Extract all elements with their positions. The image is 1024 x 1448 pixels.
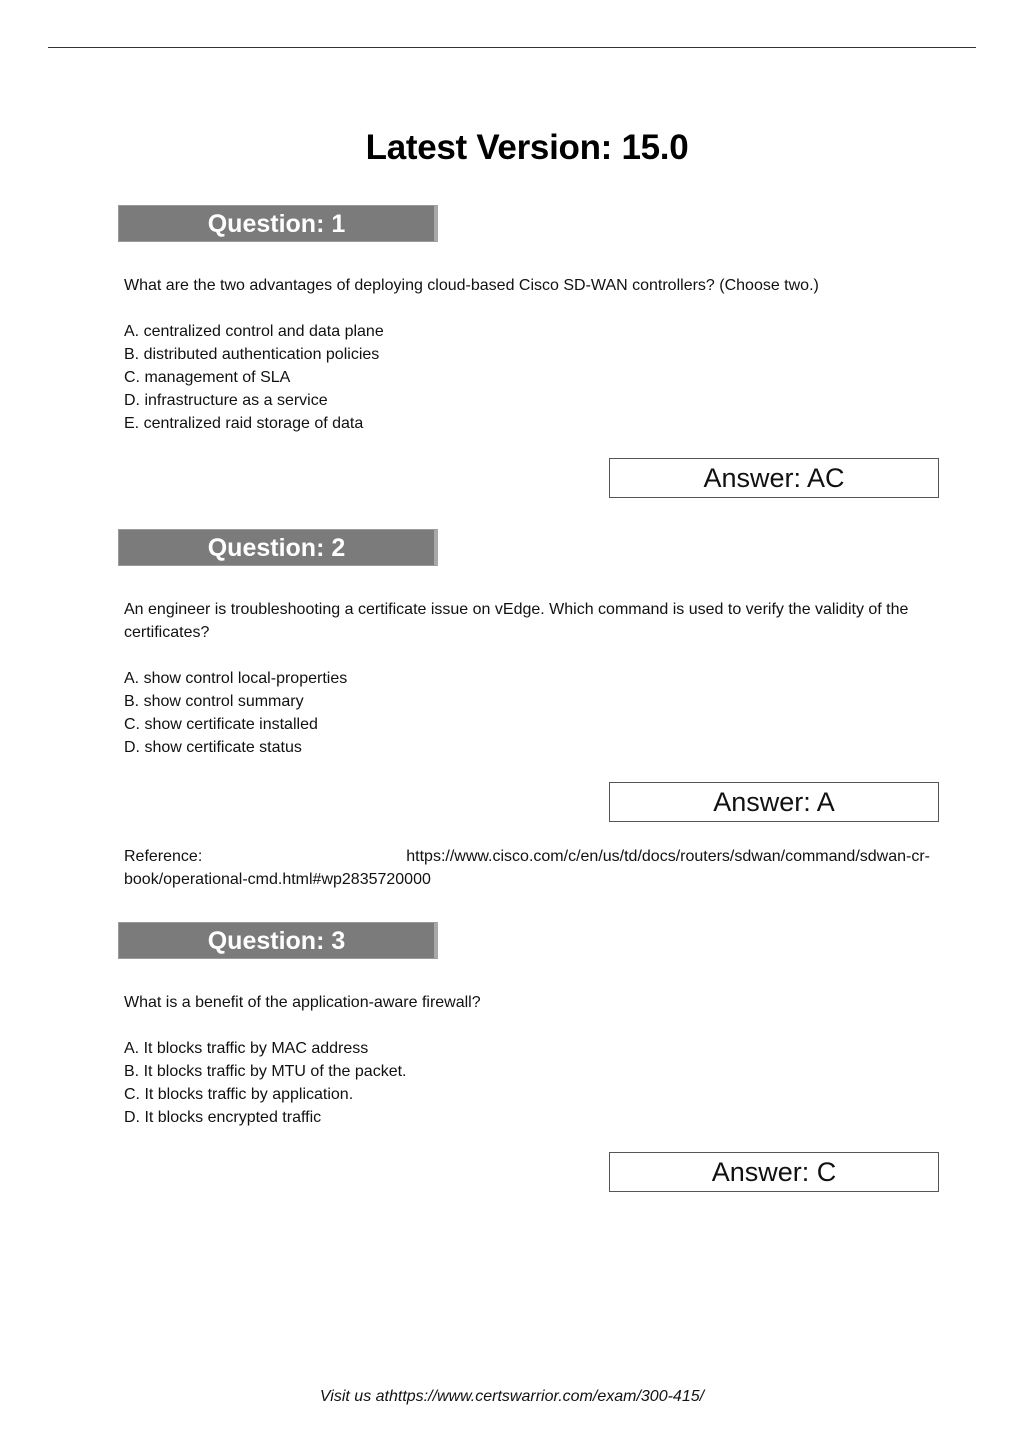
option-b: B. distributed authentication policies: [124, 346, 380, 363]
question-2-options: [124, 667, 347, 759]
reference-link-line1[interactable]: https://www.cisco.com/c/en/us/td/docs/routers/sdwan/command/sdwan-cr-: [406, 848, 930, 865]
option-d: D. It blocks encrypted traffic: [124, 1109, 322, 1126]
option-d: D. infrastructure as a service: [124, 392, 328, 409]
option-c: C. management of SLA: [124, 369, 291, 386]
question-2-header: Question: 2: [118, 529, 438, 566]
option-e: E. centralized raid storage of data: [124, 415, 364, 432]
option-a: A. show control local-properties: [124, 670, 348, 687]
option-a: A. centralized control and data plane: [124, 323, 384, 340]
question-3-answer: Answer: C: [609, 1152, 939, 1192]
option-c: C. It blocks traffic by application.: [124, 1086, 354, 1103]
question-1-text: What are the two advantages of deploying cloud-based Cisco SD-WAN controllers? (Choose two.): [124, 277, 819, 294]
option-c: C. show certificate installed: [124, 716, 318, 733]
top-divider: [48, 47, 976, 48]
reference-link-line2[interactable]: book/operational-cmd.html#wp2835720000: [124, 871, 431, 888]
option-a: A. It blocks traffic by MAC address: [124, 1040, 369, 1057]
question-3-options: [124, 1037, 406, 1129]
page-title: Latest Version: 15.0: [365, 128, 689, 167]
question-1-header: Question: 1: [118, 205, 438, 242]
question-2-answer: Answer: A: [609, 782, 939, 822]
footer-visit-link[interactable]: Visit us athttps://www.certswarrior.com/exam/300-415/: [319, 1388, 705, 1405]
question-2-reference: [124, 845, 930, 891]
option-b: B. show control summary: [124, 693, 304, 710]
question-3-header: Question: 3: [118, 922, 438, 959]
question-2-text: An engineer is troubleshooting a certificate issue on vEdge. Which command is used to verify the validity of the certificates?: [124, 601, 909, 641]
reference-label: Reference:: [124, 848, 203, 865]
option-b: B. It blocks traffic by MTU of the packet.: [124, 1063, 407, 1080]
question-1-answer: Answer: AC: [609, 458, 939, 498]
question-3-text: What is a benefit of the application-aware firewall?: [124, 994, 481, 1011]
question-1-options: [124, 320, 384, 435]
option-d: D. show certificate status: [124, 739, 302, 756]
